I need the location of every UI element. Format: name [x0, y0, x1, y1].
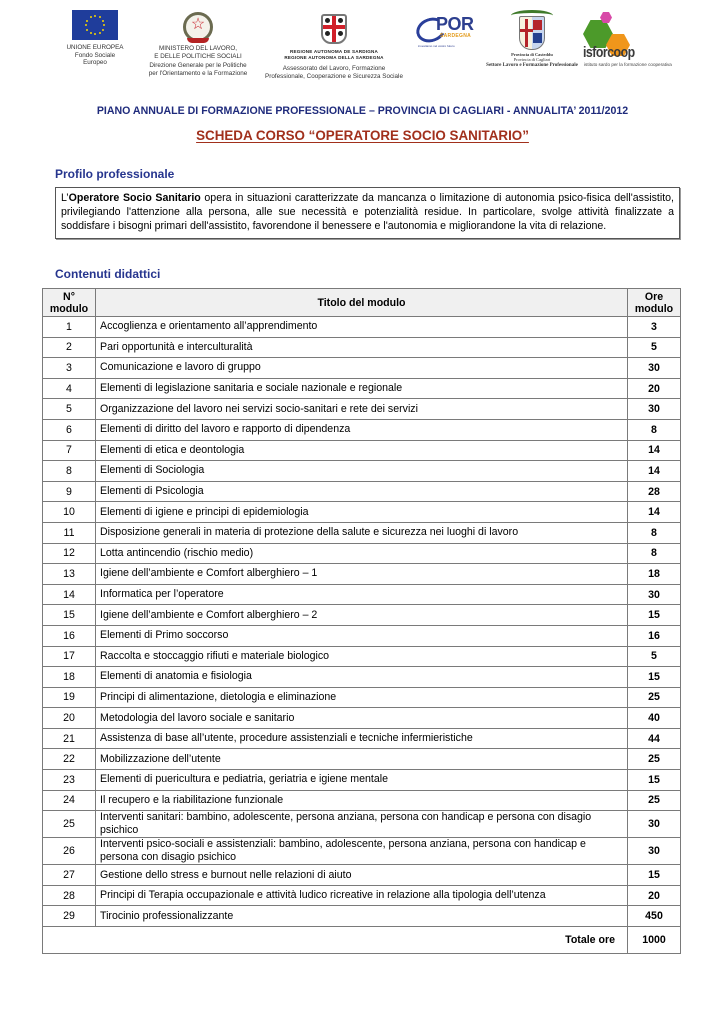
eu-star-icon	[94, 15, 96, 17]
module-title: Comunicazione e lavoro di gruppo	[96, 358, 628, 379]
module-number: 27	[43, 865, 96, 886]
module-hours: 30	[628, 584, 681, 605]
module-title: Accoglienza e orientamento all’apprendimento	[96, 317, 628, 338]
module-number: 23	[43, 770, 96, 791]
eu-star-icon	[94, 33, 96, 35]
module-hours: 30	[628, 358, 681, 379]
module-number: 25	[43, 811, 96, 838]
module-title: Raccolta e stoccaggio rifiuti e materiale biologico	[96, 646, 628, 667]
module-hours: 15	[628, 865, 681, 886]
module-hours: 18	[628, 564, 681, 585]
provincia-sector: Settore Lavoro e Formazione Professionale	[486, 63, 578, 68]
eu-star-icon	[99, 16, 101, 18]
module-number: 20	[43, 708, 96, 729]
table-row	[43, 358, 681, 379]
module-number: 8	[43, 461, 96, 482]
table-row	[43, 481, 681, 502]
module-number: 7	[43, 440, 96, 461]
table-row	[43, 564, 681, 585]
module-hours: 30	[628, 811, 681, 838]
module-hours: 25	[628, 749, 681, 770]
table-row	[43, 317, 681, 338]
module-title: Elementi di legislazione sanitaria e sociale nazionale e regionale	[96, 378, 628, 399]
module-hours: 30	[628, 399, 681, 420]
module-number: 14	[43, 584, 96, 605]
table-row	[43, 399, 681, 420]
table-row	[43, 667, 681, 688]
module-hours: 14	[628, 440, 681, 461]
provincia-cagliari-crest-icon	[511, 10, 553, 50]
module-hours: 15	[628, 605, 681, 626]
table-row	[43, 625, 681, 646]
module-title: Elementi di etica e deontologia	[96, 440, 628, 461]
isforcoop-subtitle: istituto sardo per la formazione cooperativa	[584, 62, 672, 67]
module-number: 24	[43, 790, 96, 811]
module-hours: 30	[628, 838, 681, 865]
module-number: 18	[43, 667, 96, 688]
regione-caption-2: REGIONE AUTONOMA DELLA SARDEGNA	[284, 55, 384, 60]
table-row	[43, 461, 681, 482]
module-hours: 15	[628, 667, 681, 688]
total-label: Totale ore	[43, 927, 628, 954]
table-row	[43, 811, 681, 838]
module-number: 3	[43, 358, 96, 379]
table-row	[43, 749, 681, 770]
ministero-caption-1: MINISTERO DEL LAVORO,	[158, 45, 238, 52]
table-row	[43, 543, 681, 564]
module-number: 16	[43, 625, 96, 646]
regione-subcaption-1: Assessorato del Lavoro, Formazione	[282, 65, 386, 72]
module-title: Elementi di puericultura e pediatria, geriatria e igiene mentale	[96, 770, 628, 791]
por-title: POR	[436, 14, 474, 34]
isforcoop-title: isforcoop	[583, 44, 635, 61]
module-hours: 25	[628, 687, 681, 708]
module-number: 21	[43, 728, 96, 749]
module-title: Metodologia del lavoro sociale e sanitario	[96, 708, 628, 729]
module-hours: 16	[628, 625, 681, 646]
module-title: Interventi psico-sociali e assistenziali: bambino, adolescente, persona anziana, persona con handicap e persona con disagio psichico	[96, 838, 628, 865]
module-number: 13	[43, 564, 96, 585]
module-number: 4	[43, 378, 96, 399]
eu-caption-3: Europeo	[83, 59, 107, 67]
eu-star-icon	[90, 16, 92, 18]
profile-prefix: L’	[61, 192, 69, 204]
provincia-cagliari-logo	[484, 10, 580, 70]
table-row	[43, 906, 681, 927]
table-row	[43, 708, 681, 729]
regione-sardegna-logo	[260, 14, 408, 80]
por-subtitle: SARDEGNA	[440, 33, 472, 39]
column-header-hours: Ore modulo	[628, 289, 681, 317]
eu-star-icon	[90, 32, 92, 34]
profile-description	[55, 187, 680, 239]
module-title: Pari opportunità e interculturalità	[96, 337, 628, 358]
module-number: 2	[43, 337, 96, 358]
table-row	[43, 337, 681, 358]
table-row	[43, 770, 681, 791]
module-number: 19	[43, 687, 96, 708]
eu-logo	[62, 10, 128, 67]
ministero-subcaption-2: per l'Orientamento e la Formazione	[148, 69, 248, 77]
module-number: 15	[43, 605, 96, 626]
ministero-caption-2: E DELLE POLITICHE SOCIALI	[154, 52, 242, 60]
module-title: Tirocinio professionalizzante	[96, 906, 628, 927]
module-title: Mobilizzazione dell’utente	[96, 749, 628, 770]
eu-star-icon	[86, 29, 88, 31]
provincia-caption-2: Provincia di Cagliari	[513, 57, 551, 62]
module-number: 6	[43, 419, 96, 440]
module-number: 12	[43, 543, 96, 564]
module-hours: 450	[628, 906, 681, 927]
course-title: SCHEDA CORSO “OPERATORE SOCIO SANITARIO”	[196, 128, 529, 143]
modules-table	[42, 288, 681, 954]
module-title: Assistenza di base all’utente, procedure assistenziali e tecniche infermieristiche	[96, 728, 628, 749]
module-hours: 3	[628, 317, 681, 338]
provincia-caption-1: Provincia di Casteddu	[511, 52, 553, 57]
module-title: Elementi di Psicologia	[96, 481, 628, 502]
table-row	[43, 790, 681, 811]
isforcoop-logo	[578, 10, 688, 70]
table-row	[43, 687, 681, 708]
eu-star-icon	[102, 20, 104, 22]
profile-text: opera in situazioni caratterizzate da mancanza o limitazione di autonomia psico-fisica dell'assistito, privilegiando l'attenzione alla persona, alle sue necessità e potenzialità residue. In particolare, svolge attività finalizzate a soddisfare i bisogni primari dell'assistito, favorendone il benessere e l'autonomia e migliorandone la vita di relazione.	[61, 192, 674, 233]
table-row	[43, 838, 681, 865]
module-title: Lotta antincendio (rischio medio)	[96, 543, 628, 564]
table-row	[43, 419, 681, 440]
module-number: 26	[43, 838, 96, 865]
module-hours: 5	[628, 646, 681, 667]
module-number: 11	[43, 522, 96, 543]
module-title: Principi di alimentazione, dietologia e eliminazione	[96, 687, 628, 708]
module-title: Il recupero e la riabilitazione funzionale	[96, 790, 628, 811]
eu-star-icon	[86, 20, 88, 22]
profile-heading: Profilo professionale	[55, 167, 175, 181]
logo-header	[0, 0, 725, 90]
table-row	[43, 522, 681, 543]
regione-subcaption-2: Professionale, Cooperazione e Sicurezza Sociale	[265, 72, 403, 80]
regione-caption-1: REGIONE AUTONOMA DE SARDIGNA	[289, 49, 379, 54]
italian-republic-emblem-icon: ☆	[183, 12, 213, 42]
module-title: Elementi di Primo soccorso	[96, 625, 628, 646]
module-title: Informatica per l’operatore	[96, 584, 628, 605]
plan-title: PIANO ANNUALE DI FORMAZIONE PROFESSIONALE – PROVINCIA DI CAGLIARI - ANNUALITA’ 2011/2012	[96, 105, 629, 117]
table-row	[43, 646, 681, 667]
module-title: Organizzazione del lavoro nei servizi socio-sanitari e rete dei servizi	[96, 399, 628, 420]
column-header-num: N° modulo	[43, 289, 96, 317]
table-row	[43, 440, 681, 461]
eu-caption-2: Fondo Sociale	[74, 51, 116, 59]
module-hours: 8	[628, 522, 681, 543]
module-hours: 20	[628, 378, 681, 399]
table-row	[43, 502, 681, 523]
profile-role-name: Operatore Socio Sanitario	[68, 192, 201, 204]
module-hours: 14	[628, 502, 681, 523]
module-title: Elementi di diritto del lavoro e rapporto di dipendenza	[96, 419, 628, 440]
module-title: Gestione dello stress e burnout nelle relazioni di aiuto	[96, 865, 628, 886]
column-header-title: Titolo del modulo	[96, 289, 628, 317]
module-title: Elementi di anatomia e fisiologia	[96, 667, 628, 688]
eu-star-icon	[102, 29, 104, 31]
module-hours: 8	[628, 543, 681, 564]
ministero-logo	[140, 12, 256, 77]
modules-body	[43, 317, 681, 927]
module-number: 5	[43, 399, 96, 420]
module-number: 1	[43, 317, 96, 338]
por-tagline: investiamo nel vostro futuro	[418, 44, 455, 48]
module-hours: 40	[628, 708, 681, 729]
module-title: Principi di Terapia occupazionale e attività ludico ricreative in relazione alla tipologia dell’utenza	[96, 885, 628, 906]
sardinia-coat-of-arms-icon	[321, 14, 347, 44]
table-row	[43, 865, 681, 886]
module-hours: 25	[628, 790, 681, 811]
module-hours: 44	[628, 728, 681, 749]
module-hours: 15	[628, 770, 681, 791]
contents-heading: Contenuti didattici	[55, 267, 161, 281]
module-title: Interventi sanitari: bambino, adolescente, persona anziana, persona con handicap e persona con disagio psichico	[96, 811, 628, 838]
table-header-row	[43, 289, 681, 317]
module-hours: 20	[628, 885, 681, 906]
total-row	[43, 927, 681, 954]
module-hours: 8	[628, 419, 681, 440]
module-number: 28	[43, 885, 96, 906]
module-title: Elementi di igiene e principi di epidemiologia	[96, 502, 628, 523]
eu-star-icon	[85, 24, 87, 26]
table-row	[43, 885, 681, 906]
module-title: Elementi di Sociologia	[96, 461, 628, 482]
eu-star-icon	[103, 24, 105, 26]
eu-caption-1: UNIONE EUROPEA	[66, 44, 124, 51]
module-number: 10	[43, 502, 96, 523]
module-number: 29	[43, 906, 96, 927]
module-title: Igiene dell’ambiente e Comfort alberghiero – 2	[96, 605, 628, 626]
module-hours: 28	[628, 481, 681, 502]
table-row	[43, 605, 681, 626]
table-row	[43, 728, 681, 749]
table-row	[43, 378, 681, 399]
por-sardegna-logo	[414, 12, 474, 52]
module-hours: 14	[628, 461, 681, 482]
table-row	[43, 584, 681, 605]
eu-star-icon	[99, 32, 101, 34]
ministero-subcaption-1: Direzione Generale per le Politiche	[149, 62, 247, 70]
eu-flag-icon	[72, 10, 118, 40]
module-title: Igiene dell’ambiente e Comfort alberghiero – 1	[96, 564, 628, 585]
total-hours: 1000	[628, 927, 681, 954]
module-title: Disposizione generali in materia di protezione della salute e sicurezza nei luoghi di lavoro	[96, 522, 628, 543]
module-hours: 5	[628, 337, 681, 358]
module-number: 17	[43, 646, 96, 667]
module-number: 22	[43, 749, 96, 770]
module-number: 9	[43, 481, 96, 502]
